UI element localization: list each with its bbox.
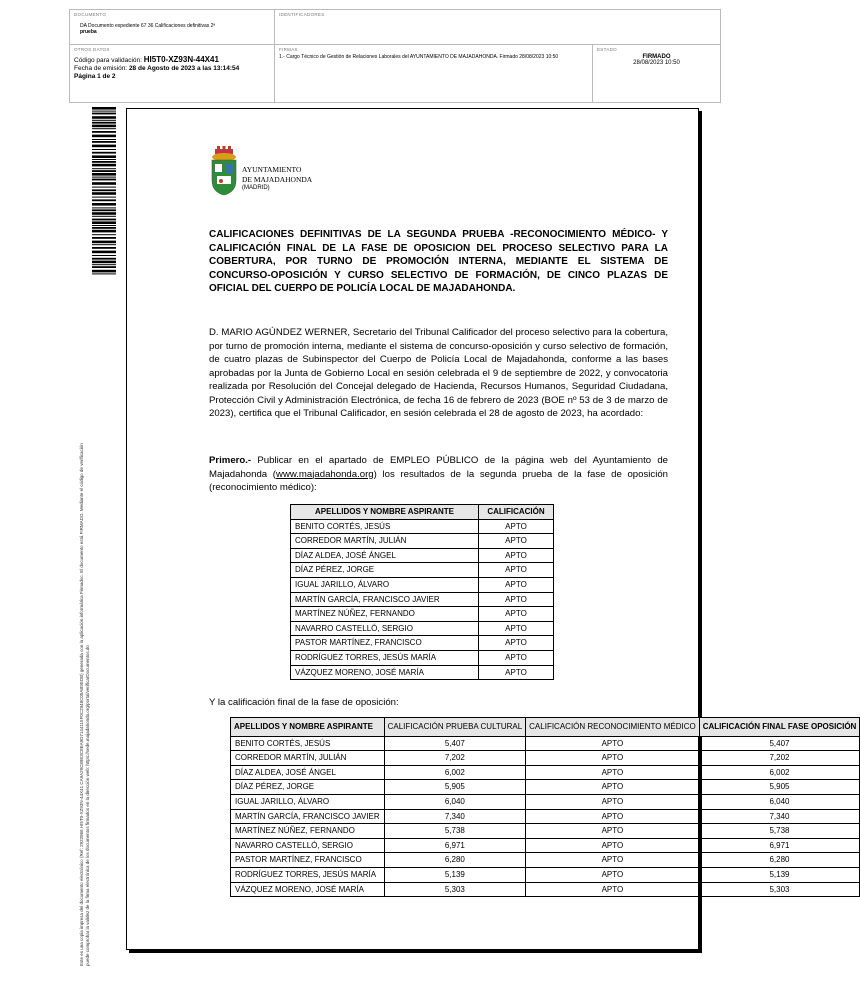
table-row — [291, 592, 554, 607]
table-row — [231, 751, 860, 766]
cell-nombre: NAVARRO CASTELLÓ, SERGIO — [291, 621, 479, 636]
cell-value: 5,738 — [384, 824, 526, 839]
table-row — [291, 519, 554, 534]
cell-value: APTO — [526, 882, 700, 897]
verification-side-text — [79, 276, 91, 966]
primero-paragraph — [209, 454, 668, 495]
cell-value: 6,040 — [384, 794, 526, 809]
cell-value: APTO — [479, 607, 554, 622]
primero-label: Primero.- — [209, 455, 252, 466]
cell-nombre: RODRÍGUEZ TORRES, JESÚS MARÍA — [231, 867, 385, 882]
coat-of-arms-logo — [209, 146, 239, 196]
barcode — [92, 107, 116, 275]
cell-value: 5,139 — [699, 867, 860, 882]
cell-value: APTO — [526, 853, 700, 868]
estado-label: ESTADO — [597, 47, 617, 52]
cell-value: 7,340 — [699, 809, 860, 824]
primero-text-before: Publicar en el apartado de EMPLEO PÚBLICO de la página web del Ayuntamiento de Majadahonda ( — [209, 455, 668, 480]
documento-name: DA Documento expediente 67 36 Calificaciones definitivas 2ª — [80, 23, 216, 29]
table-row — [291, 577, 554, 592]
table-row — [231, 765, 860, 780]
otros-datos-label: OTROS DATOS — [74, 47, 110, 52]
table-row — [291, 607, 554, 622]
cell-value: APTO — [479, 621, 554, 636]
org-line1: AYUNTAMIENTO — [242, 165, 302, 174]
estado-value: FIRMADO — [642, 54, 671, 60]
org-line3: (MADRID) — [242, 185, 270, 191]
cell-nombre: VÁZQUEZ MORENO, JOSÉ MARÍA — [231, 882, 385, 897]
cell-value: APTO — [526, 765, 700, 780]
table-row — [291, 563, 554, 578]
cell-value: APTO — [479, 519, 554, 534]
table-row — [231, 809, 860, 824]
cell-nombre: MARTÍNEZ NÚÑEZ, FERNANDO — [291, 607, 479, 622]
side-text-line2: puede comprobar la validez de la firma electrónica de los documentos firmados en la dirección web: https://sede.majadahonda.org/portal/verificarDocumentos.do — [85, 645, 90, 966]
cell-value: APTO — [479, 665, 554, 680]
cell-nombre: MARTÍNEZ NÚÑEZ, FERNANDO — [231, 824, 385, 839]
cell-nombre: MARTÍN GARCÍA, FRANCISCO JAVIER — [231, 809, 385, 824]
cell-value: 6,280 — [699, 853, 860, 868]
documento-cell — [70, 10, 275, 45]
cell-nombre: RODRÍGUEZ TORRES, JESÚS MARÍA — [291, 650, 479, 665]
org-line2: DE MAJADAHONDA — [242, 174, 313, 184]
cell-value: APTO — [526, 780, 700, 795]
table-row — [231, 867, 860, 882]
identificadores-cell — [275, 10, 720, 45]
cell-value: APTO — [479, 534, 554, 549]
cell-value: APTO — [526, 867, 700, 882]
column-header-nombre: APELLIDOS Y NOMBRE ASPIRANTE — [291, 505, 479, 520]
table-row — [231, 838, 860, 853]
document-header — [69, 9, 721, 103]
table-row — [231, 736, 860, 751]
cell-value: APTO — [526, 824, 700, 839]
intro-paragraph: D. MARIO AGÚNDEZ WERNER, Secretario del Tribunal Calificador del proceso selectivo para la cobertura, por turno de promoción interna, mediante el sistema de concurso-oposición y curso selectivo de formación, de cuatro plazas de Subinspector del Cuerpo de Policía Local de Majadahonda, conforme a las bases aprobadas por la Junta de Gobierno Local en sesión celebrada el 9 de septiembre de 2022, y convocatoria realizada por Resolución del Concejal delegado de Hacienda, Recursos Humanos, Seguridad Ciudadana, Protección Civil y Administración Electrónica, de fecha 16 de febrero de 2023 (BOE nº 53 de 3 de marzo de 2023), certifica que el Tribunal Calificador, en sesión celebrada el 28 de agosto de 2023, ha acordado: — [209, 327, 668, 419]
cell-value: APTO — [479, 563, 554, 578]
cell-value: APTO — [479, 592, 554, 607]
cell-value: 6,002 — [384, 765, 526, 780]
column-header-final: CALIFICACIÓN FINAL FASE OPOSICIÓN — [699, 718, 860, 737]
identificadores-label: IDENTIFICADORES — [279, 12, 325, 17]
table-row — [291, 665, 554, 680]
cell-value: APTO — [526, 838, 700, 853]
cell-value: APTO — [479, 650, 554, 665]
column-header-calificacion: CALIFICACIÓN — [479, 505, 554, 520]
cell-nombre: PASTOR MARTÍNEZ, FRANCISCO — [291, 636, 479, 651]
cell-value: 6,971 — [384, 838, 526, 853]
document-page — [126, 108, 857, 950]
table-row — [231, 794, 860, 809]
codigo-label: Código para validación: — [74, 57, 142, 64]
column-header-medico: CALIFICACIÓN RECONOCIMIENTO MÉDICO — [526, 718, 700, 737]
codigo-value: HI5T0-XZ93N-44X41 — [143, 55, 219, 64]
cell-value: 6,971 — [699, 838, 860, 853]
cell-value: 6,002 — [699, 765, 860, 780]
cell-value: APTO — [479, 548, 554, 563]
cell-nombre: DÍAZ ALDEA, JOSÉ ÁNGEL — [291, 548, 479, 563]
cell-value: APTO — [479, 577, 554, 592]
final-intro: Y la calificación final de la fase de oposición: — [209, 697, 399, 708]
cell-value: APTO — [526, 809, 700, 824]
cell-value: 5,139 — [384, 867, 526, 882]
firmas-label: FIRMAS — [279, 47, 298, 52]
cell-value: 5,407 — [699, 736, 860, 751]
table-row — [231, 882, 860, 897]
column-header-cultural: CALIFICACIÓN PRUEBA CULTURAL — [384, 718, 526, 737]
cell-value: 6,040 — [699, 794, 860, 809]
estado-cell — [593, 45, 720, 102]
table-row — [291, 650, 554, 665]
cell-nombre: IGUAL JARILLO, ÁLVARO — [291, 577, 479, 592]
cell-nombre: CORREDOR MARTÍN, JULIÁN — [291, 534, 479, 549]
cell-nombre: IGUAL JARILLO, ÁLVARO — [231, 794, 385, 809]
firmas-text: 1.- Cargo Técnico de Gestión de Relaciones Laborales del AYUNTAMIENTO DE MAJADAHONDA. Firmado 28/08/2023 10:50 — [279, 54, 559, 60]
website-link[interactable]: www.majadahonda.org — [276, 468, 374, 480]
table-row — [231, 780, 860, 795]
side-text-line1: Este es una copia impresa del documento electrónico (Ref: 2922866 HI5T0-XZ93N-44X41 CA9A29C89E3C8EA9D7144115F0C2948C05AB9EDB) generada con la aplicación informática Firmadoc. El documento está FIRMADO. Mediante el código de verificación — [79, 443, 84, 966]
firmas-cell — [275, 45, 593, 102]
table-header-row — [291, 505, 554, 520]
cell-value: 5,303 — [384, 882, 526, 897]
cell-value: 5,407 — [384, 736, 526, 751]
cell-nombre: DÍAZ ALDEA, JOSÉ ÁNGEL — [231, 765, 385, 780]
cell-value: 5,905 — [699, 780, 860, 795]
cell-value: APTO — [526, 794, 700, 809]
medical-results-table — [290, 504, 554, 680]
cell-value: 5,303 — [699, 882, 860, 897]
pagina-indicator: Página 1 de 2 — [74, 73, 116, 80]
table-header-row — [231, 718, 860, 737]
table-row — [231, 853, 860, 868]
table-row — [291, 636, 554, 651]
cell-nombre: MARTÍN GARCÍA, FRANCISCO JAVIER — [291, 592, 479, 607]
cell-nombre: PASTOR MARTÍNEZ, FRANCISCO — [231, 853, 385, 868]
primero-text-after: ) los resultados de la segunda prueba de la fase de oposición (reconocimiento médico): — [209, 468, 668, 493]
cell-value: APTO — [526, 751, 700, 766]
table-row — [291, 621, 554, 636]
cell-nombre: DÍAZ PÉREZ, JORGE — [291, 563, 479, 578]
table-row — [231, 824, 860, 839]
fecha-value: 28 de Agosto de 2023 a las 13:14:54 — [128, 65, 240, 72]
table-row — [291, 534, 554, 549]
documento-name-line2: prueba — [80, 29, 97, 35]
document-title: CALIFICACIONES DEFINITIVAS DE LA SEGUNDA PRUEBA -RECONOCIMIENTO MÉDICO- Y CALIFICACIÓN FINAL DE LA FASE DE OPOSICION DEL PROCESO SELECTIVO PARA LA COBERTURA, POR TURNO DE PROMOCIÓN INTERNA, MEDIANTE EL SISTEMA DE CONCURSO-OPOSICIÓN Y CURSO SELECTIVO DE FORMACIÓN, DE CINCO PLAZAS DE OFICIAL DEL CUERPO DE POLICÍA LOCAL DE MAJADAHONDA. — [209, 229, 668, 294]
column-header-nombre: APELLIDOS Y NOMBRE ASPIRANTE — [231, 718, 385, 737]
cell-nombre: VÁZQUEZ MORENO, JOSÉ MARÍA — [291, 665, 479, 680]
cell-value: 7,340 — [384, 809, 526, 824]
cell-nombre: CORREDOR MARTÍN, JULIÁN — [231, 751, 385, 766]
cell-nombre: NAVARRO CASTELLÓ, SERGIO — [231, 838, 385, 853]
cell-nombre: BENITO CORTÉS, JESÚS — [231, 736, 385, 751]
cell-value: 7,202 — [699, 751, 860, 766]
cell-value: APTO — [479, 636, 554, 651]
organization-name — [242, 165, 312, 194]
cell-value: 6,280 — [384, 853, 526, 868]
table-row — [291, 548, 554, 563]
cell-value: 7,202 — [384, 751, 526, 766]
cell-nombre: BENITO CORTÉS, JESÚS — [291, 519, 479, 534]
final-results-table — [230, 717, 860, 897]
estado-date: 28/08/2023 10:50 — [633, 60, 680, 66]
fecha-label: Fecha de emisión: — [74, 65, 128, 72]
otros-datos-cell — [70, 45, 275, 102]
cell-nombre: DÍAZ PÉREZ, JORGE — [231, 780, 385, 795]
documento-label: DOCUMENTO — [74, 12, 107, 17]
cell-value: 5,738 — [699, 824, 860, 839]
cell-value: 5,905 — [384, 780, 526, 795]
cell-value: APTO — [526, 736, 700, 751]
